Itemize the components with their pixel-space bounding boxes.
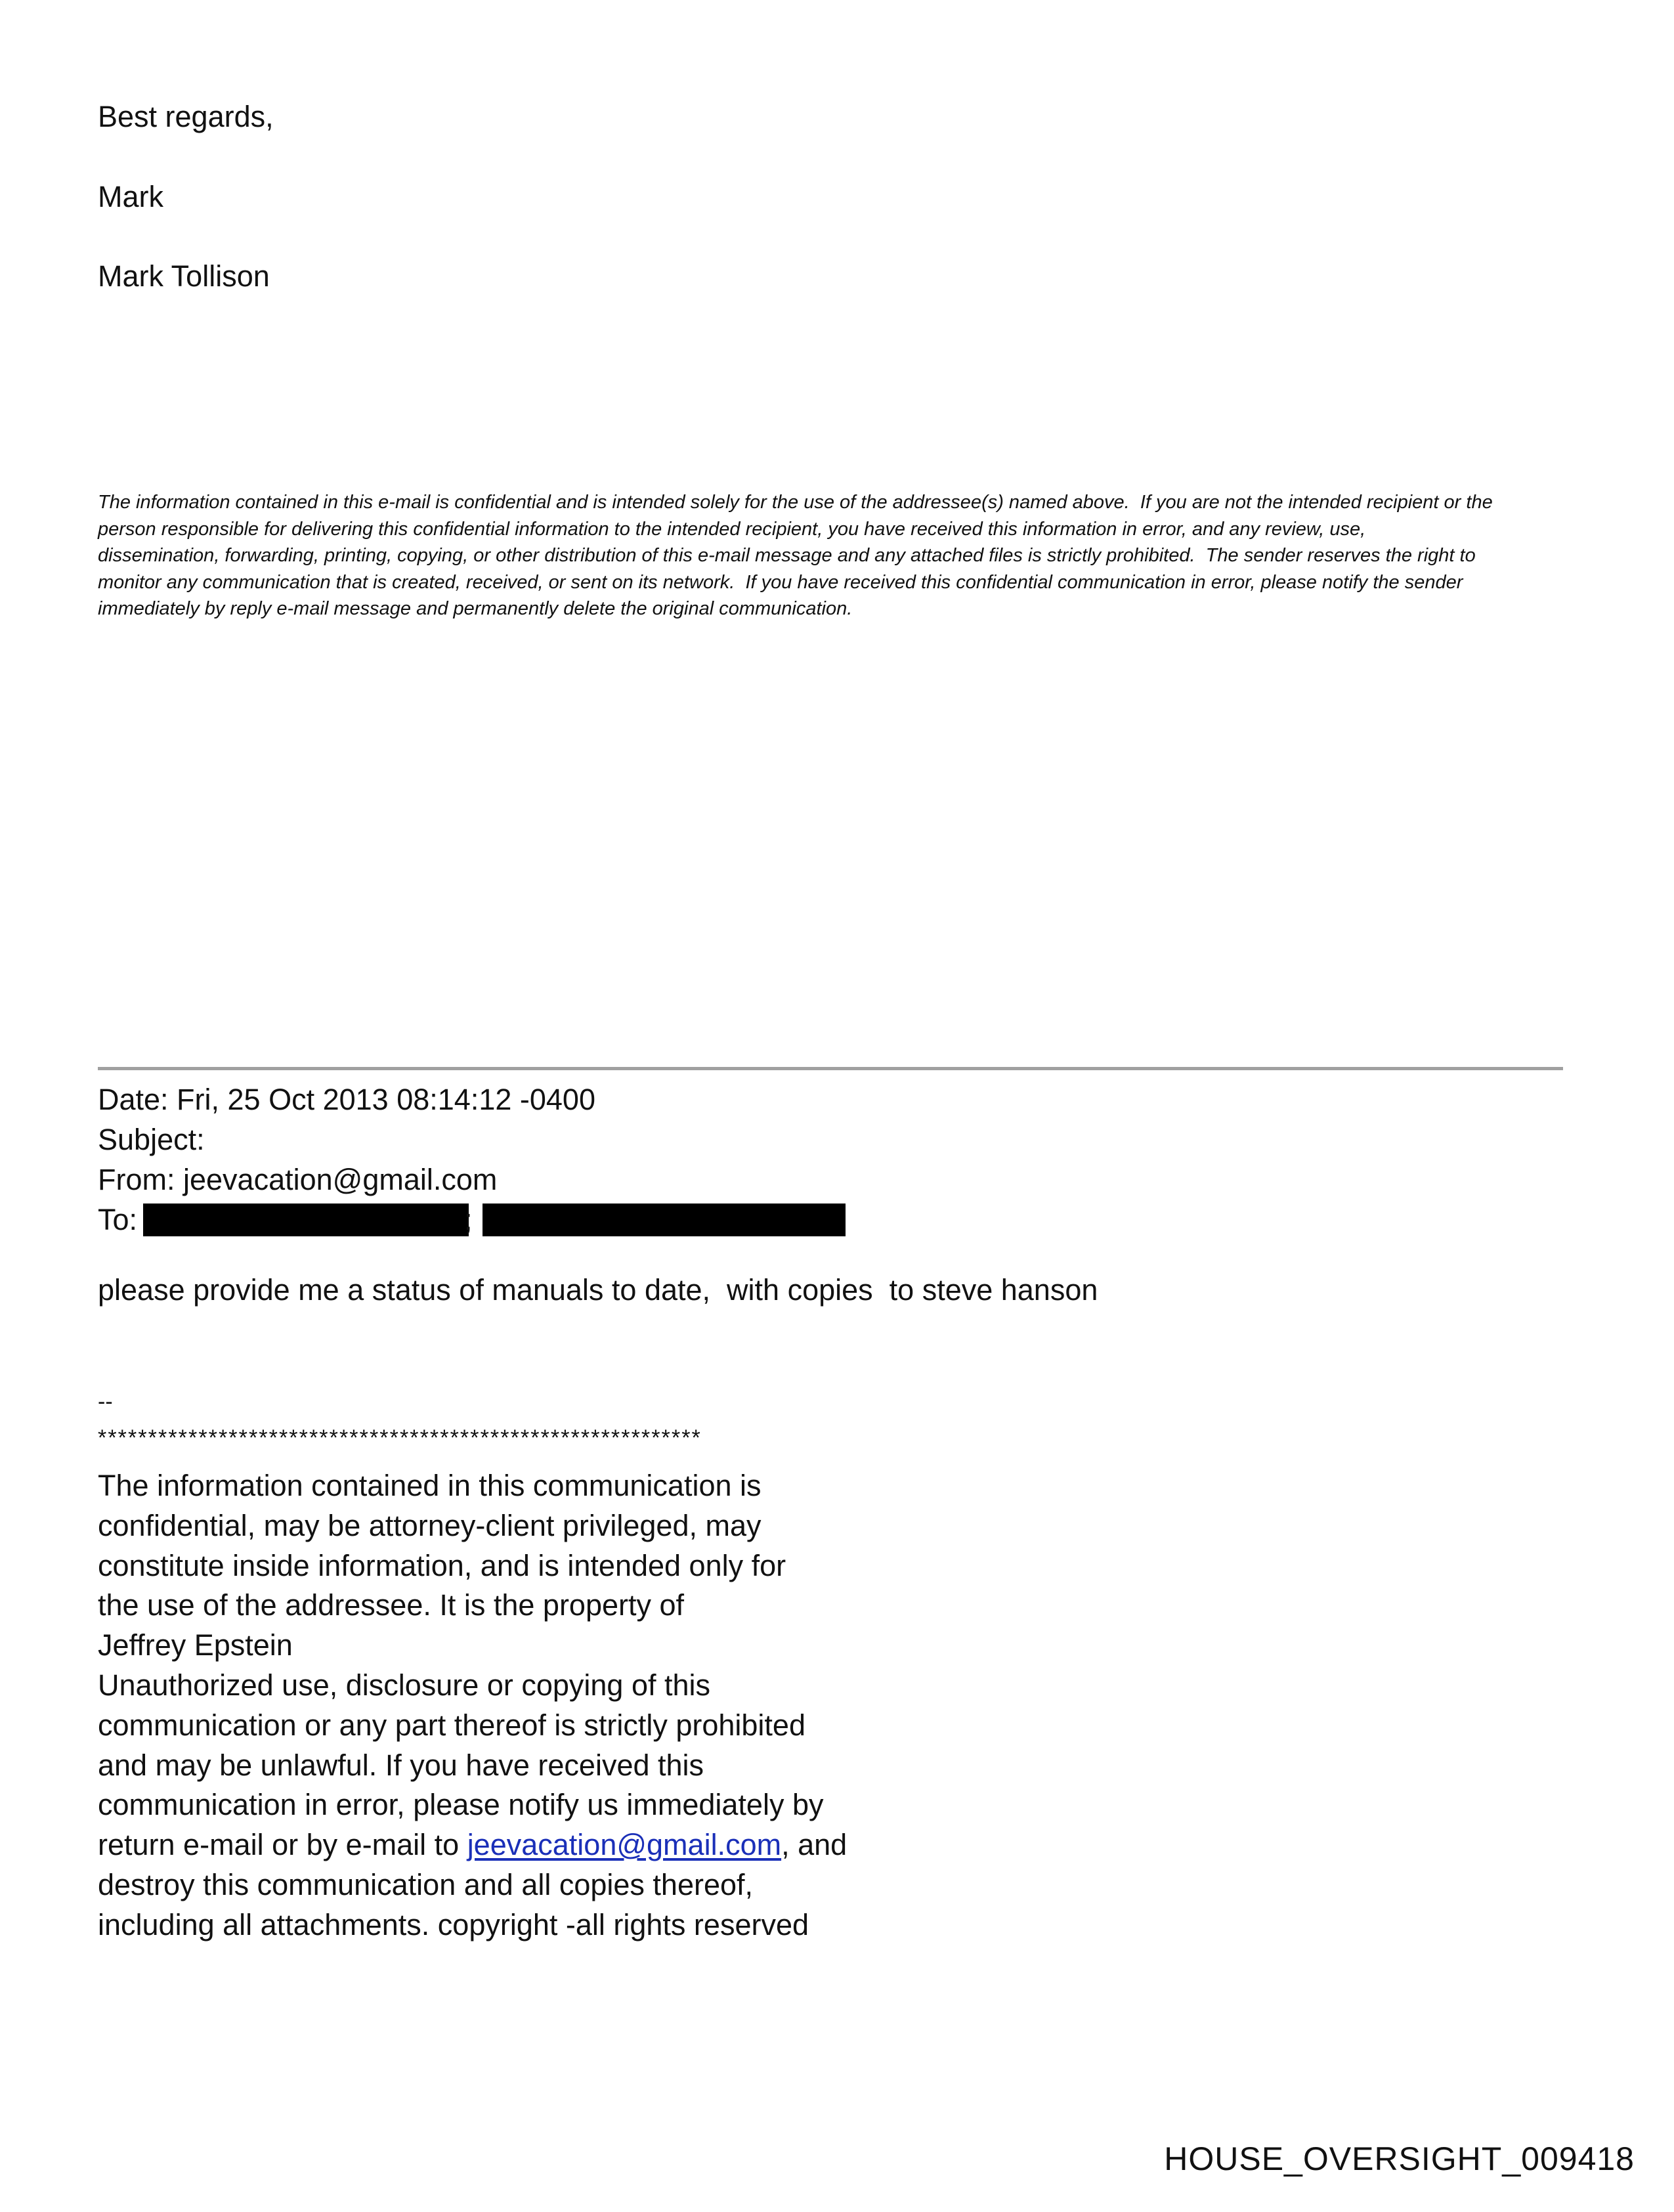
notice-line: constitute inside information, and is intended only for: [98, 1548, 786, 1582]
asterisk-divider: ************************************************************: [98, 1425, 702, 1450]
disclaimer-line: monitor any communication that is created, received, or sent on its network. If you have received this confidential communication in error, please notify the sender: [98, 571, 1463, 593]
notice-line: confidential, may be attorney-client privileged, may: [98, 1508, 762, 1542]
recipient-separator: ;: [464, 1203, 473, 1236]
notice-line: communication or any part thereof is strictly prohibited: [98, 1708, 805, 1742]
notice-line: destroy this communication and all copies thereof,: [98, 1867, 754, 1901]
notice-line: including all attachments. copyright -all rights reserved: [98, 1907, 809, 1941]
signature-separator: --: [98, 1389, 113, 1414]
confidentiality-notice: [98, 1466, 847, 1945]
notice-line: Jeffrey Epstein: [98, 1628, 293, 1662]
signature-full-name: Mark Tollison: [98, 259, 270, 293]
disclaimer-line: immediately by reply e-mail message and permanently delete the original communication.: [98, 598, 853, 619]
redaction-bar: [483, 1204, 846, 1236]
email-link[interactable]: jeevacation@gmail.com: [467, 1828, 782, 1862]
email-to-label: To:: [98, 1203, 138, 1236]
notice-line: communication in error, please notify us immediately by: [98, 1788, 824, 1822]
return-suffix: , and: [781, 1828, 848, 1862]
email-body: please provide me a status of manuals to date, with copies to steve hanson: [98, 1273, 1098, 1307]
return-prefix: return e-mail or by e-mail to: [98, 1828, 467, 1862]
notice-line: The information contained in this communication is: [98, 1469, 762, 1502]
disclaimer-line: person responsible for delivering this confidential information to the intended recipient, you have received this information in error, and any review, use,: [98, 518, 1366, 540]
disclaimer-line: dissemination, forwarding, printing, copying, or other distribution of this e-mail message and any attached files is strictly prohibited. The sender reserves the right to: [98, 545, 1476, 566]
message-divider: [98, 1067, 1563, 1070]
bates-number: HOUSE_OVERSIGHT_009418: [1164, 2140, 1635, 2177]
email-subject: Subject:: [98, 1123, 205, 1156]
signature-closing: Best regards,: [98, 100, 274, 133]
notice-line-return: [98, 1825, 847, 1865]
email-from: From: jeevacation@gmail.com: [98, 1163, 498, 1196]
redaction-bar: [143, 1204, 469, 1236]
disclaimer-line: The information contained in this e-mail is confidential and is intended solely for the use of the addressee(s) named above. If you are not the intended recipient or the: [98, 492, 1493, 513]
email-date: Date: Fri, 25 Oct 2013 08:14:12 -0400: [98, 1083, 595, 1116]
notice-line: and may be unlawful. If you have received this: [98, 1748, 704, 1782]
notice-line: the use of the addressee. It is the property of: [98, 1588, 685, 1622]
signature-first-name: Mark: [98, 180, 163, 213]
notice-line: Unauthorized use, disclosure or copying of this: [98, 1668, 711, 1702]
confidentiality-disclaimer: [98, 489, 1588, 622]
